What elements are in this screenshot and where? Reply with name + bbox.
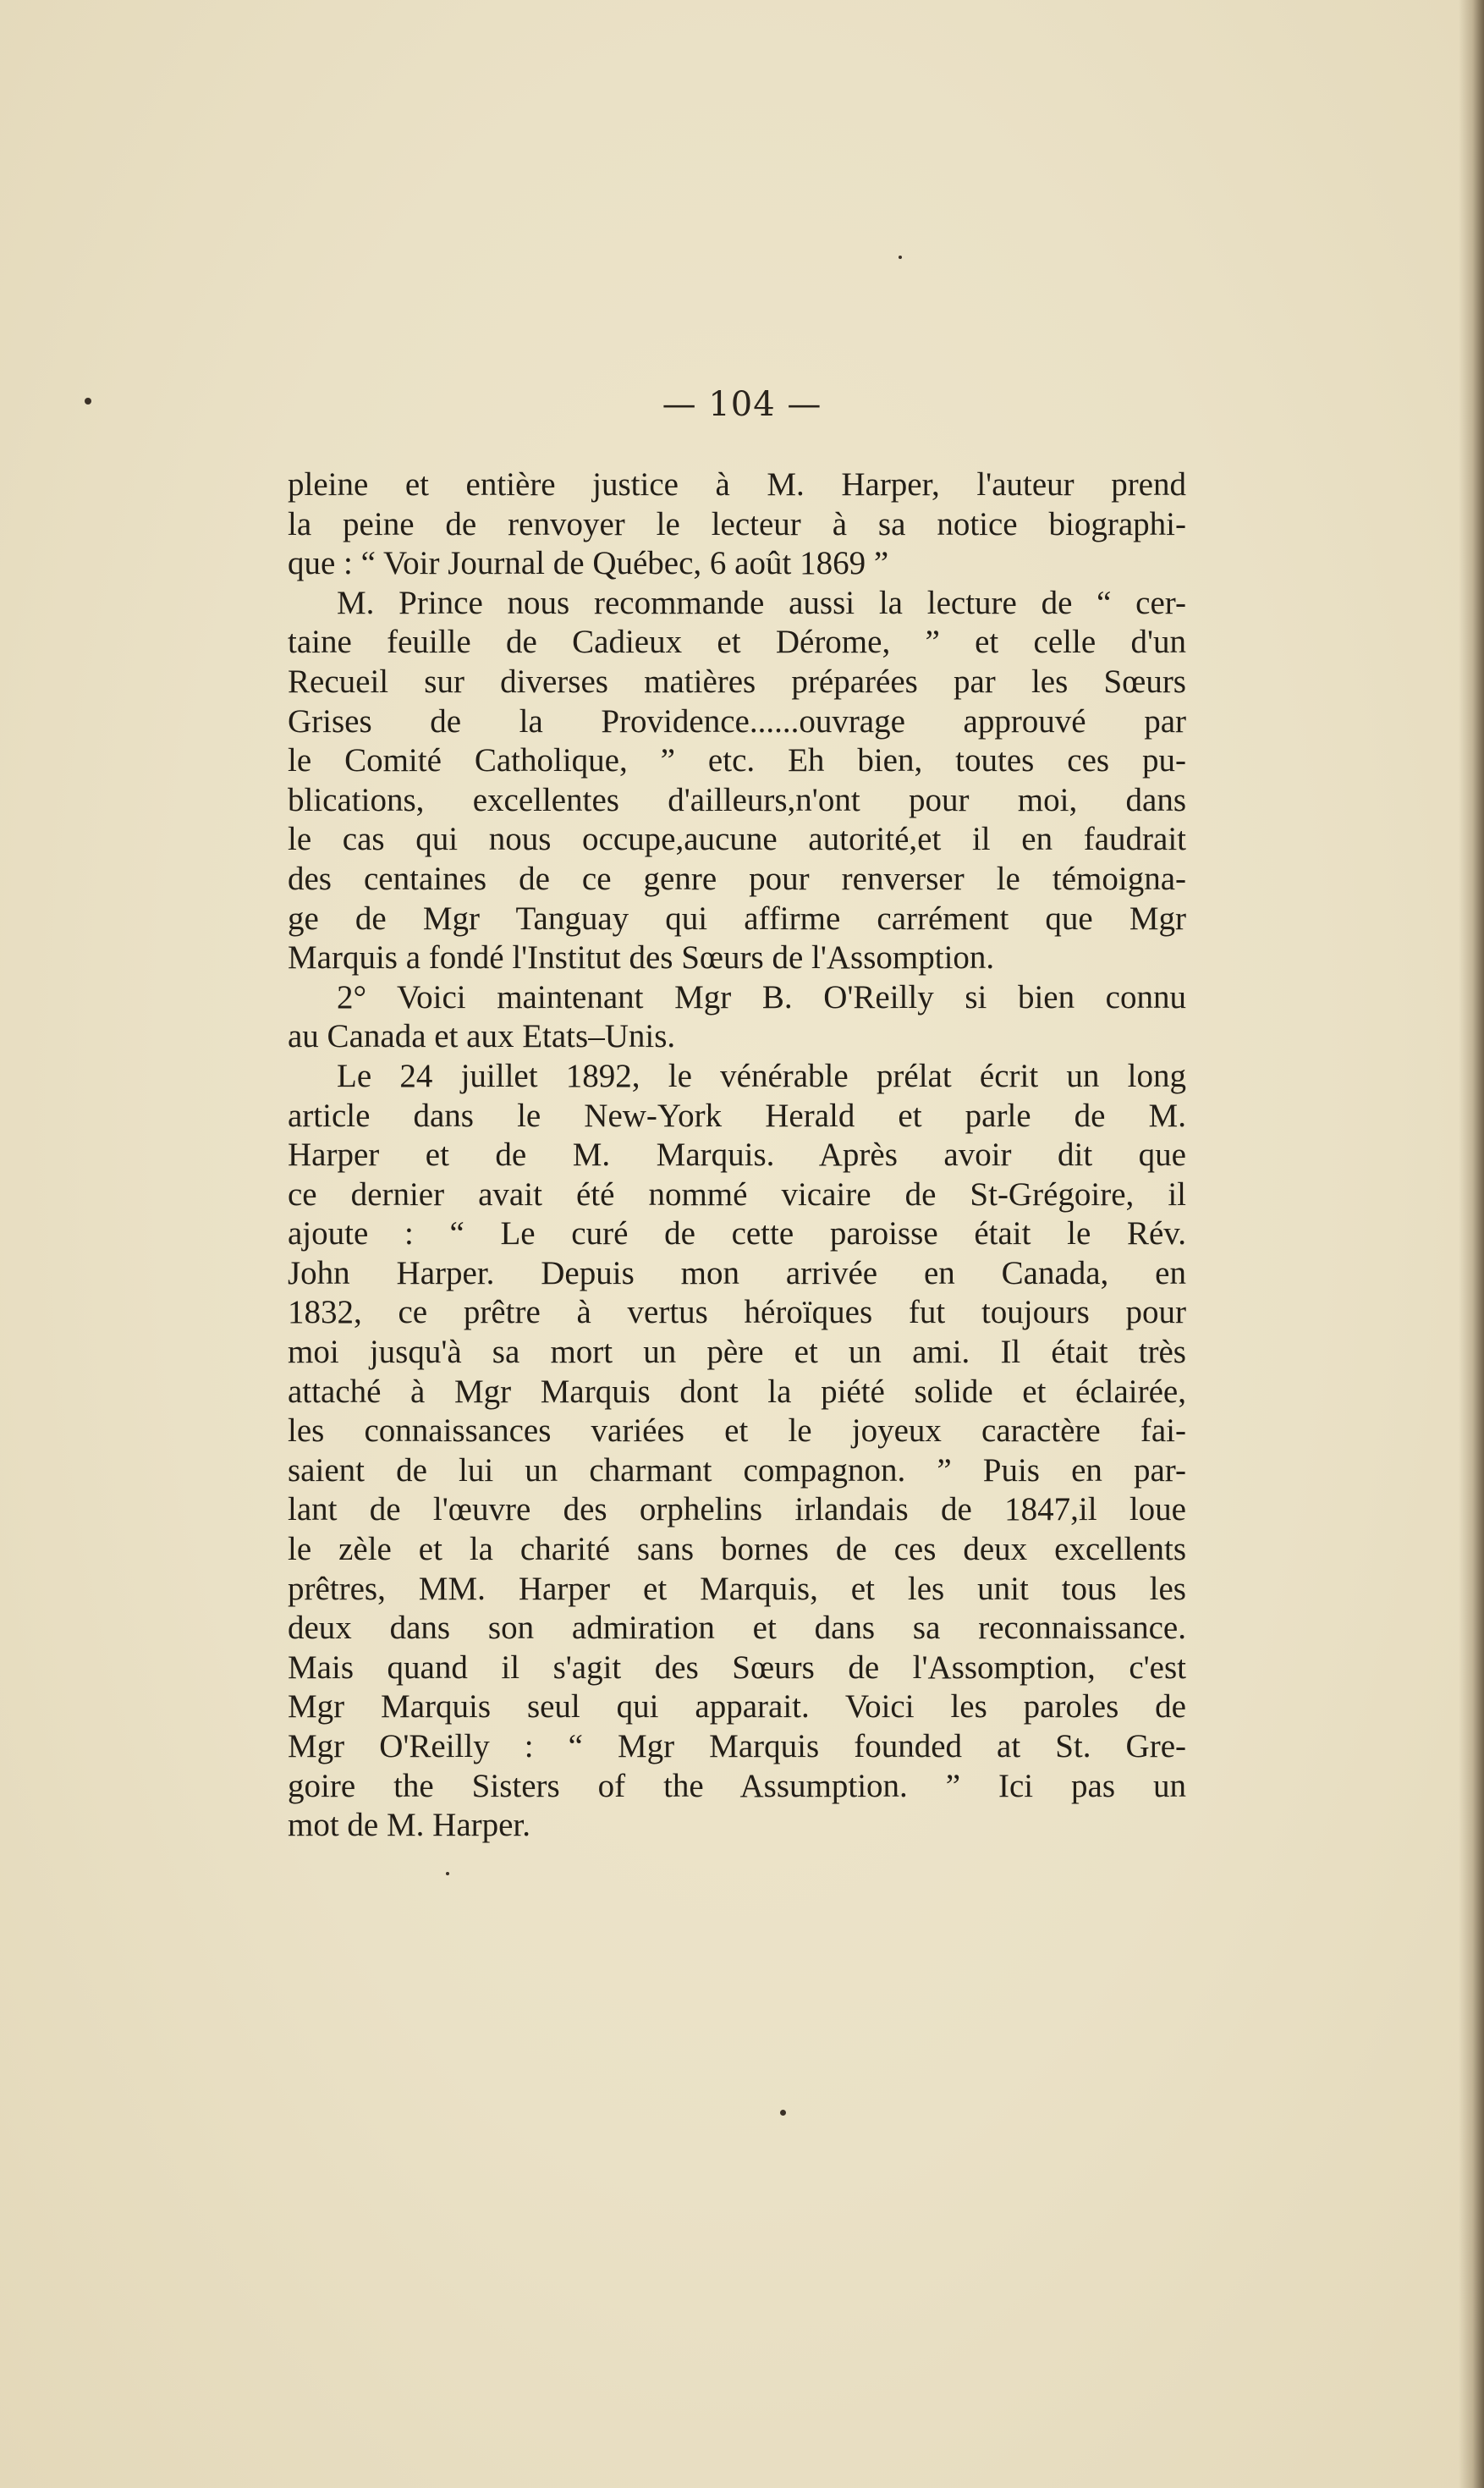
text-line: Harper et de M. Marquis. Après avoir dit que [288,1137,1186,1174]
text-line: au Canada et aux Etats–Unis. [288,1018,676,1055]
text-line: ajoute : “ Le curé de cette paroisse était le Rév. [288,1215,1186,1252]
text-line: le cas qui nous occupe,aucune autorité,et il en faudrait [288,821,1186,858]
text-line: que : “ Voir Journal de Québec, 6 août 1869 ” [288,545,889,582]
text-line: 2° Voici maintenant Mgr B. O'Reilly si bien connu [337,978,1186,1016]
text-line: lant de l'œuvre des orphelins irlandais de 1847,il loue [288,1491,1186,1528]
text-line: des centaines de ce genre pour renverser le témoigna- [288,860,1186,897]
text-line: pleine et entière justice à M. Harper, l'auteur prend [288,466,1186,503]
text-line: prêtres, MM. Harper et Marquis, et les unit tous les [288,1570,1186,1607]
text-line: John Harper. Depuis mon arrivée en Canada, en [288,1254,1186,1291]
text-line: attaché à Mgr Marquis dont la piété solide et éclairée, [288,1373,1186,1410]
paper-speck [85,398,91,405]
text-line: la peine de renvoyer le lecteur à sa notice biographi- [288,505,1186,542]
text-line: Mais quand il s'agit des Sœurs de l'Assomption, c'est [288,1649,1186,1686]
paper-speck [780,2110,786,2116]
text-line: M. Prince nous recommande aussi la lecture de “ cer- [337,584,1186,621]
text-line: saient de lui un charmant compagnon. ” Puis en par- [288,1451,1186,1489]
text-line: mot de M. Harper. [288,1807,531,1844]
body-text [288,465,1186,1846]
text-line: blications, excellentes d'ailleurs,n'ont pour moi, dans [288,781,1186,818]
text-line: Le 24 juillet 1892, le vénérable prélat écrit un long [337,1057,1186,1094]
text-line: Grises de la Providence......ouvrage approuvé par [288,702,1186,740]
text-line: article dans le New-York Herald et parle de M. [288,1097,1186,1134]
text-line: les connaissances variées et le joyeux caractère fai- [288,1412,1186,1450]
text-line: le Comité Catholique, ” etc. Eh bien, toutes ces pu- [288,742,1186,779]
paper-speck [899,256,902,259]
text-line: le zèle et la charité sans bornes de ces deux excellents [288,1531,1186,1568]
page-number: — 104 — [662,385,822,424]
paper-speck [446,1872,449,1875]
text-line: moi jusqu'à sa mort un père et un ami. Il était très [288,1334,1186,1371]
text-line: ce dernier avait été nommé vicaire de St-Grégoire, il [288,1175,1186,1213]
text-line: deux dans son admiration et dans sa reconnaissance. [288,1610,1186,1647]
text-line: 1832, ce prêtre à vertus héroïques fut toujours pour [288,1294,1186,1331]
text-line: Mgr O'Reilly : “ Mgr Marquis founded at St. Gre- [288,1728,1186,1764]
text-line: taine feuille de Cadieux et Dérome, ” et celle d'un [288,624,1186,661]
text-line: goire the Sisters of the Assumption. ” Ici pas un [288,1767,1186,1804]
text-line: Marquis a fondé l'Institut des Sœurs de l'Assomption. [288,939,995,977]
text-line: Mgr Marquis seul qui apparait. Voici les paroles de [288,1688,1186,1726]
text-line: ge de Mgr Tanguay qui affirme carrément que Mgr [288,900,1186,937]
page-edge-shadow [1459,0,1484,2488]
text-line: Recueil sur diverses matières préparées par les Sœurs [288,663,1186,700]
